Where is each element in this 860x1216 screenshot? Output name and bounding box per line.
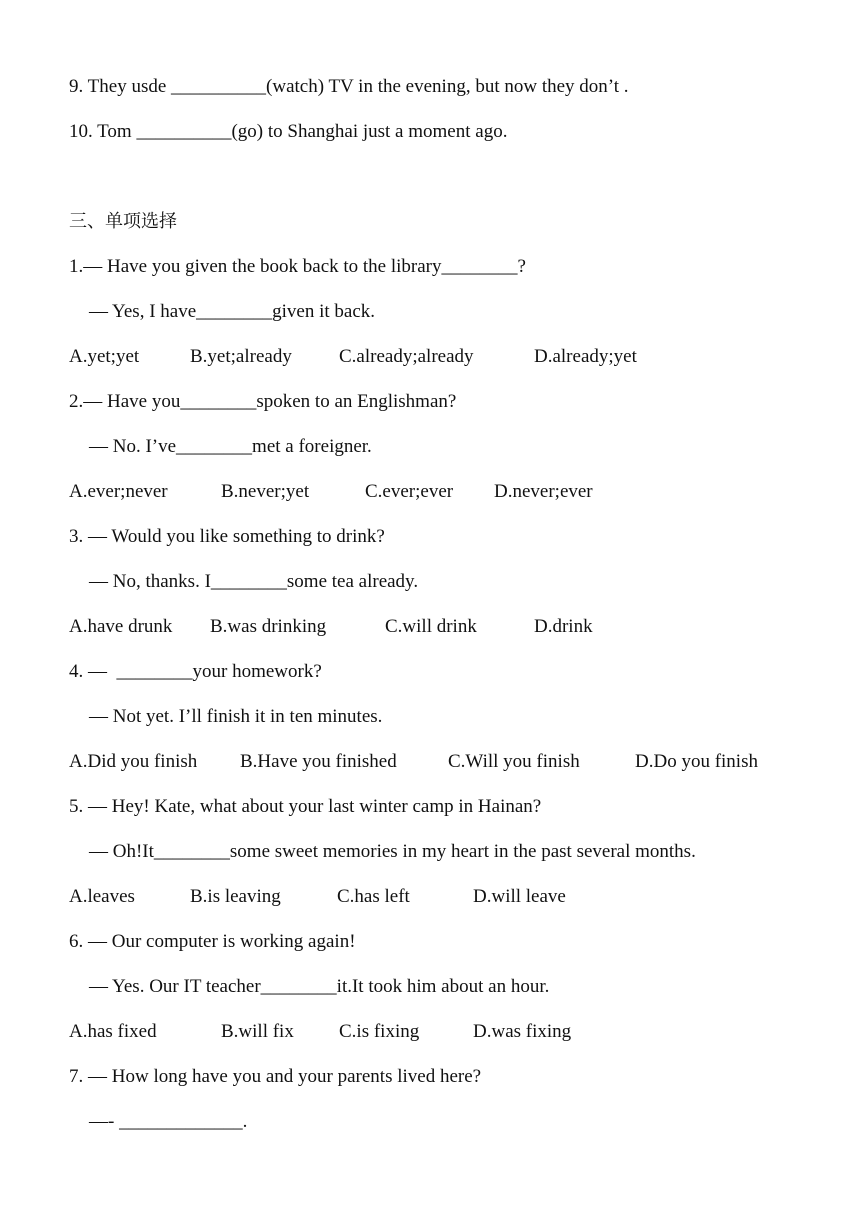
question-7-stem: 7. — How long have you and your parents lived here? bbox=[69, 1066, 482, 1087]
question-7-reply: —- _____________. bbox=[89, 1111, 248, 1132]
question-6-reply: — Yes. Our IT teacher________it.It took him about an hour. bbox=[89, 976, 550, 997]
option-b: B.was drinking bbox=[210, 616, 327, 637]
question-5-stem: 5. — Hey! Kate, what about your last winter camp in Hainan? bbox=[69, 796, 542, 817]
option-a: A.has fixed bbox=[69, 1021, 157, 1042]
question-3-stem: 3. — Would you like something to drink? bbox=[69, 526, 385, 547]
question-4-reply: — Not yet. I’ll finish it in ten minutes. bbox=[89, 706, 383, 727]
section-title: 三、单项选择 bbox=[69, 211, 177, 232]
question-3-reply: — No, thanks. I________some tea already. bbox=[89, 571, 419, 592]
option-d: D.Do you finish bbox=[635, 751, 758, 772]
question-2-stem: 2.— Have you________spoken to an Englishman? bbox=[69, 391, 457, 412]
option-a: A.yet;yet bbox=[69, 346, 140, 367]
option-a: A.ever;never bbox=[69, 481, 168, 502]
option-c: C.will drink bbox=[385, 616, 477, 637]
question-1-options bbox=[0, 344, 860, 370]
option-d: D.was fixing bbox=[473, 1021, 572, 1042]
fill-in-question-10: 10. Tom __________(go) to Shanghai just a moment ago. bbox=[69, 121, 508, 142]
option-b: B.will fix bbox=[221, 1021, 294, 1042]
option-d: D.already;yet bbox=[534, 346, 637, 367]
question-5-options bbox=[0, 884, 860, 910]
option-d: D.drink bbox=[534, 616, 593, 637]
option-a: A.leaves bbox=[69, 886, 135, 907]
question-4-stem: 4. — ________your homework? bbox=[69, 661, 322, 682]
option-c: C.has left bbox=[337, 886, 410, 907]
question-2-reply: — No. I’ve________met a foreigner. bbox=[89, 436, 372, 457]
question-5-reply: — Oh!It________some sweet memories in my heart in the past several months. bbox=[89, 841, 696, 862]
fill-in-question-9: 9. They usde __________(watch) TV in the evening, but now they don’t . bbox=[69, 76, 629, 97]
question-6-options bbox=[0, 1019, 860, 1045]
option-a: A.Did you finish bbox=[69, 751, 198, 772]
question-2-options bbox=[0, 479, 860, 505]
question-3-options bbox=[0, 614, 860, 640]
option-b: B.yet;already bbox=[190, 346, 292, 367]
question-4-options bbox=[0, 749, 860, 775]
option-a: A.have drunk bbox=[69, 616, 173, 637]
option-c: C.is fixing bbox=[339, 1021, 420, 1042]
question-1-stem: 1.— Have you given the book back to the library________? bbox=[69, 256, 526, 277]
option-b: B.never;yet bbox=[221, 481, 310, 502]
option-d: D.never;ever bbox=[494, 481, 593, 502]
option-c: C.already;already bbox=[339, 346, 474, 367]
question-1-reply: — Yes, I have________given it back. bbox=[89, 301, 376, 322]
option-b: B.is leaving bbox=[190, 886, 281, 907]
option-d: D.will leave bbox=[473, 886, 566, 907]
option-c: C.Will you finish bbox=[448, 751, 580, 772]
option-b: B.Have you finished bbox=[240, 751, 397, 772]
option-c: C.ever;ever bbox=[365, 481, 454, 502]
question-6-stem: 6. — Our computer is working again! bbox=[69, 931, 356, 952]
